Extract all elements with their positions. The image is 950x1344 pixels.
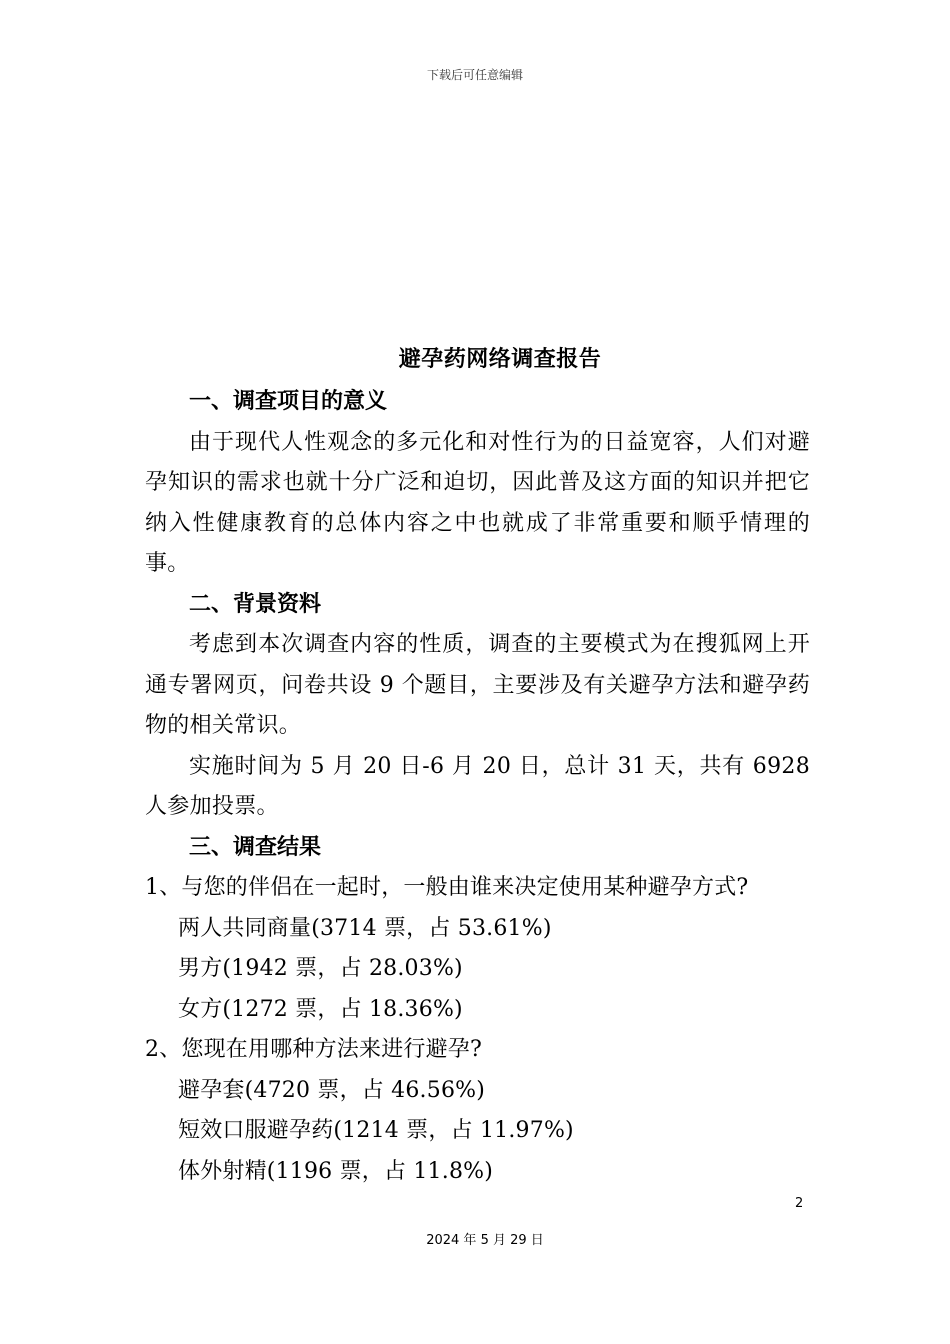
question-1-option: 男方(1942 票，占 28.03%) — [178, 956, 463, 981]
footer-date: 2024 年 5 月 29 日 — [426, 1233, 544, 1248]
header-note: 下载后可任意编辑 — [426, 68, 523, 82]
paragraph-background-period: 实施时间为 5 月 20 日-6 月 20 日，总计 31 天，共有 6928 人参加投票。 — [145, 753, 810, 819]
question-2-option: 体外射精(1196 票，占 11.8%) — [178, 1158, 494, 1184]
section-heading-significance: 一、调查项目的意义 — [189, 389, 388, 414]
document-title: 避孕药网络调查报告 — [398, 347, 602, 372]
section-heading-background: 二、背景资料 — [189, 591, 322, 617]
page-number: 2 — [795, 1196, 804, 1211]
paragraph-background-method: 考虑到本次调查内容的性质，调查的主要模式为在搜狐网上开通专署网页，问卷共设 9 个题目，主要涉及有关避孕方法和避孕药物的相关常识。 — [145, 632, 810, 738]
question-1-option: 两人共同商量(3714 票，占 53.61%) — [178, 915, 552, 941]
question-2: 2、您现在用哪种方法来进行避孕? — [145, 1037, 482, 1062]
paragraph-significance: 由于现代人性观念的多元化和对性行为的日益宽容，人们对避孕知识的需求也就十分广泛和迫切，因此普及这方面的知识并把它纳入性健康教育的总体内容之中也就成了非常重要和顺乎情理的事。 — [145, 429, 810, 576]
question-2-option: 避孕套(4720 票，占 46.56%) — [178, 1077, 486, 1103]
question-1: 1、与您的伴侣在一起时，一般由谁来决定使用某种避孕方式? — [145, 875, 749, 900]
question-1-option: 女方(1272 票，占 18.36%) — [178, 996, 463, 1022]
section-heading-results: 三、调查结果 — [189, 834, 322, 860]
question-2-option: 短效口服避孕药(1214 票，占 11.97%) — [178, 1118, 574, 1143]
document-body — [145, 382, 810, 1192]
